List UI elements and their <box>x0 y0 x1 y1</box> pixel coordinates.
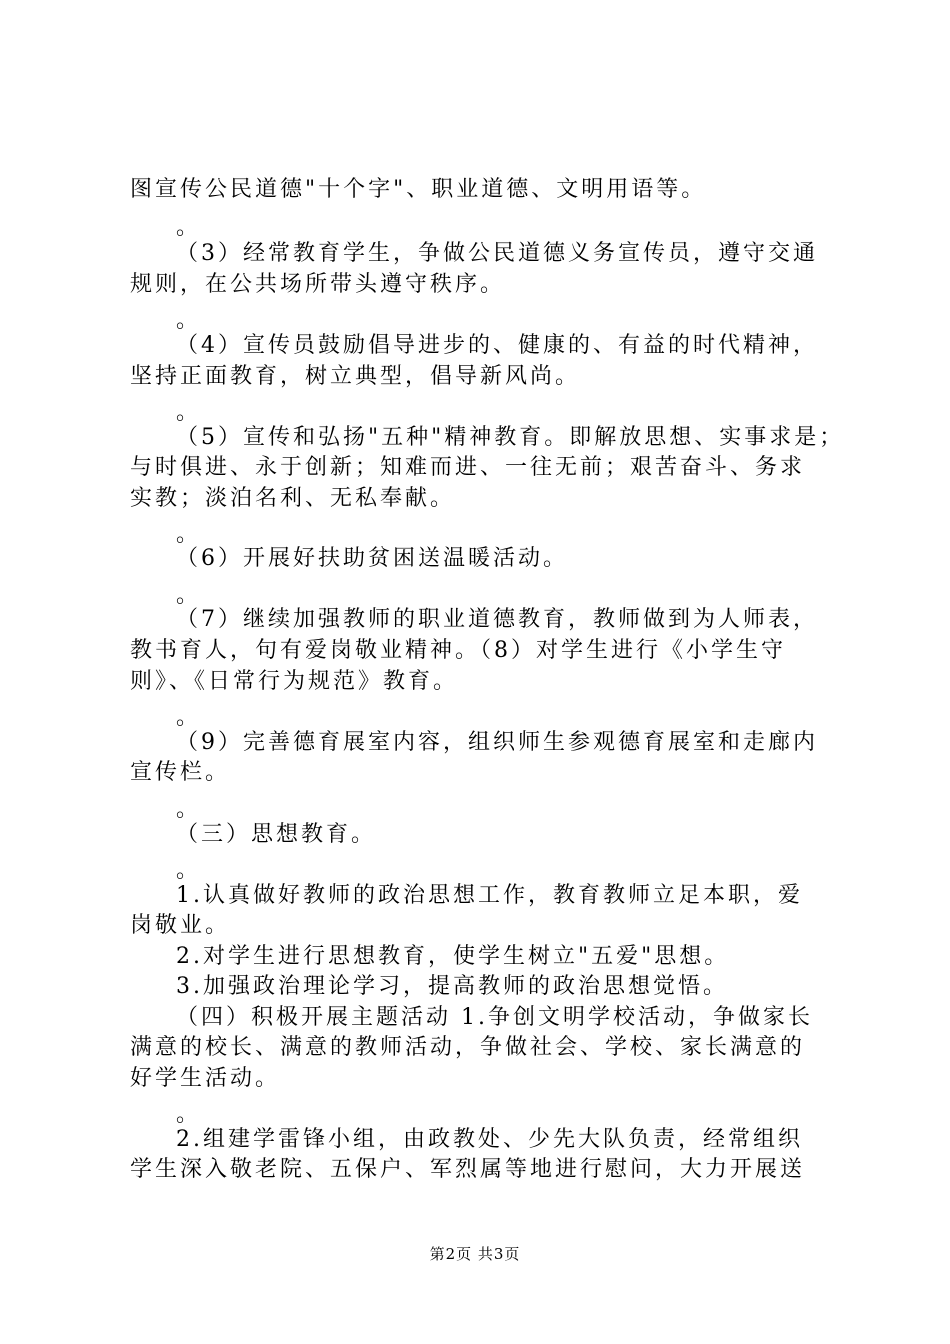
text-line: （4）宣传员鼓励倡导进步的、健康的、有益的时代精神， <box>176 333 818 358</box>
section-heading: （四）积极开展主题活动 1.争创文明学校活动，争做家长 <box>176 1005 813 1030</box>
text-line: 好学生活动。 <box>130 1066 281 1091</box>
text-line: 坚持正面教育，树立典型，倡导新风尚。 <box>130 364 581 389</box>
text-line: 。 <box>176 583 202 608</box>
text-line: 学生深入敬老院、五保户、军烈属等地进行慰问，大力开展送 <box>130 1157 806 1182</box>
text-line: 2.组建学雷锋小组，由政教处、少先大队负责，经常组织 <box>176 1127 803 1152</box>
section-heading: （三）思想教育。 <box>176 822 377 847</box>
text-line: 2.对学生进行思想教育，使学生树立"五爱"思想。 <box>176 944 730 969</box>
text-line: 实教；淡泊名利、无私奉献。 <box>130 486 456 511</box>
text-line: 。 <box>176 858 202 883</box>
text-line: 宣传栏。 <box>130 760 231 785</box>
text-line: 。 <box>176 215 202 240</box>
text-line: 。 <box>176 705 202 730</box>
text-line: 岗敬业。 <box>130 913 231 938</box>
page-footer: 第2页 共3页 <box>429 1245 521 1263</box>
text-line: 1.认真做好教师的政治思想工作，教育教师立足本职，爱 <box>176 883 803 908</box>
text-line: （9）完善德育展室内容，组织师生参观德育展室和走廊内 <box>176 730 818 755</box>
text-line: 则》、《日常行为规范》教育。 <box>130 669 459 694</box>
text-line: 。 <box>176 308 202 333</box>
text-line: （5）宣传和弘扬"五种"精神教育。即解放思想、实事求是； <box>176 425 845 450</box>
text-line: （3）经常教育学生，争做公民道德义务宣传员，遵守交通 <box>176 241 818 266</box>
text-line: 图宣传公民道德"十个字"、职业道德、文明用语等。 <box>130 177 707 202</box>
text-line: 。 <box>176 400 202 425</box>
text-line: （7）继续加强教师的职业道德教育，教师做到为人师表， <box>176 607 818 632</box>
text-line: 。 <box>176 1102 202 1127</box>
text-line: 教书育人，句有爱岗敬业精神。（8）对学生进行《小学生守 <box>130 638 786 663</box>
text-line: 。 <box>176 797 202 822</box>
text-line: （6）开展好扶助贫困送温暖活动。 <box>176 546 568 571</box>
text-line: 。 <box>176 522 202 547</box>
text-line: 3.加强政治理论学习，提高教师的政治思想觉悟。 <box>176 974 728 999</box>
text-line: 与时俱进、永于创新；知难而进、一往无前；艰苦奋斗、务求 <box>130 455 806 480</box>
text-line: 满意的校长、满意的教师活动，争做社会、学校、家长满意的 <box>130 1035 806 1060</box>
text-line: 规则，在公共场所带头遵守秩序。 <box>130 272 506 297</box>
